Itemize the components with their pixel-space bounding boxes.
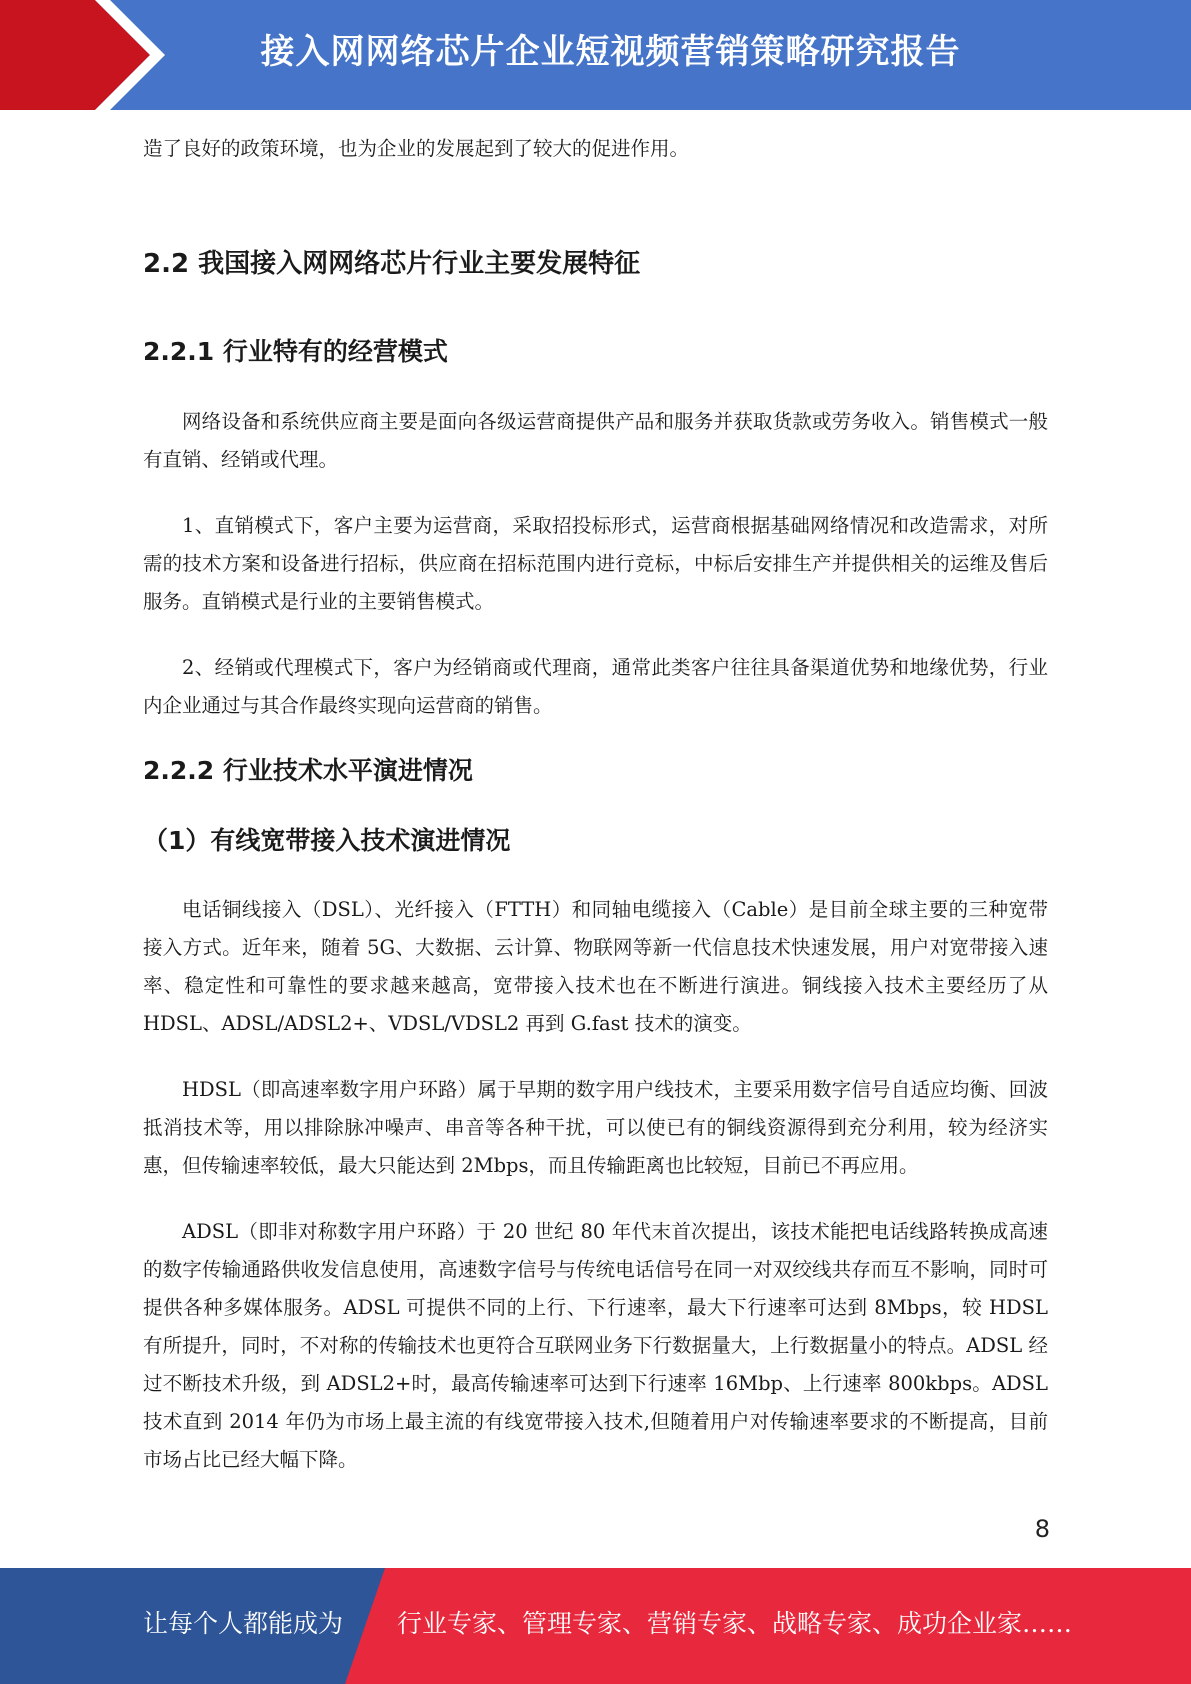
section-heading-2-2-1: 2.2.1 行业特有的经营模式	[143, 337, 448, 366]
paragraph-broadband-overview: 电话铜线接入（DSL）、光纤接入（FTTH）和同轴电缆接入（Cable）是目前全球主要的三种宽带接入方式。近年来，随着 5G、大数据、云计算、物联网等新一代信息技术快速发展，用户对宽带接入速率、稳定性和可靠性的要求越来越高，宽带接入技术也在不断进行演进。铜线接入技术主要经历了从 HDSL、ADSL/ADSL2+、VDSL/VDSL2 再到 G.fast 技术的演变。	[143, 898, 1048, 1035]
section-heading-2-2-2: 2.2.2 行业技术水平演进情况	[143, 756, 473, 785]
paragraph-business-model: 网络设备和系统供应商主要是面向各级运营商提供产品和服务并获取货款或劳务收入。销售模式一般有直销、经销或代理。	[143, 410, 1048, 471]
report-title: 接入网网络芯片企业短视频营销策略研究报告	[260, 32, 961, 72]
footer-slogan-left: 让每个人都能成为	[143, 1609, 344, 1638]
section-heading-2-2: 2.2 我国接入网网络芯片行业主要发展特征	[143, 249, 641, 279]
paragraph-adsl: ADSL（即非对称数字用户环路）于 20 世纪 80 年代末首次提出，该技术能把电话线路转换成高速的数字传输通路供收发信息使用，高速数字信号与传统电话信号在同一对双绞线共存而互不影响，同时可提供各种多媒体服务。ADSL 可提供不同的上行、下行速率，最大下行速率可达到 8Mbps，较 HDSL 有所提升，同时，不对称的传输技术也更符合互联网业务下行数据量大，上行数据量小的特点。ADSL 经过不断技术升级，到 ADSL2+时，最高传输速率可达到下行速率 16Mbp、上行速率 800kbps。ADSL 技术直到 2014 年仍为市场上最主流的有线宽带接入技术,但随着用户对传输速率要求的不断提高，目前市场占比已经大幅下降。	[143, 1220, 1048, 1471]
footer-slogan-right: 行业专家、管理专家、营销专家、战略专家、成功企业家……	[397, 1609, 1073, 1638]
paragraph-continuation: 造了良好的政策环境，也为企业的发展起到了较大的促进作用。	[143, 137, 690, 160]
paragraph-direct-sales: 1、直销模式下，客户主要为运营商，采取招投标形式，运营商根据基础网络情况和改造需求，对所需的技术方案和设备进行招标，供应商在招标范围内进行竞标，中标后安排生产并提供相关的运维及售后服务。直销模式是行业的主要销售模式。	[143, 514, 1048, 613]
page-number: 8	[1034, 1515, 1050, 1543]
page-header	[0, 0, 1191, 110]
paragraph-distribution: 2、经销或代理模式下，客户为经销商或代理商，通常此类客户往往具备渠道优势和地缘优势，行业内企业通过与其合作最终实现向运营商的销售。	[143, 656, 1048, 717]
document-body	[143, 130, 1048, 1479]
subsection-heading-wired-broadband: （1）有线宽带接入技术演进情况	[143, 826, 511, 855]
paragraph-hdsl: HDSL（即高速率数字用户环路）属于早期的数字用户线技术，主要采用数字信号自适应均衡、回波抵消技术等，用以排除脉冲噪声、串音等各种干扰，可以使已有的铜线资源得到充分利用，较为经济实惠，但传输速率较低，最大只能达到 2Mbps，而且传输距离也比较短，目前已不再应用。	[143, 1078, 1048, 1177]
page-footer	[0, 1568, 1191, 1684]
